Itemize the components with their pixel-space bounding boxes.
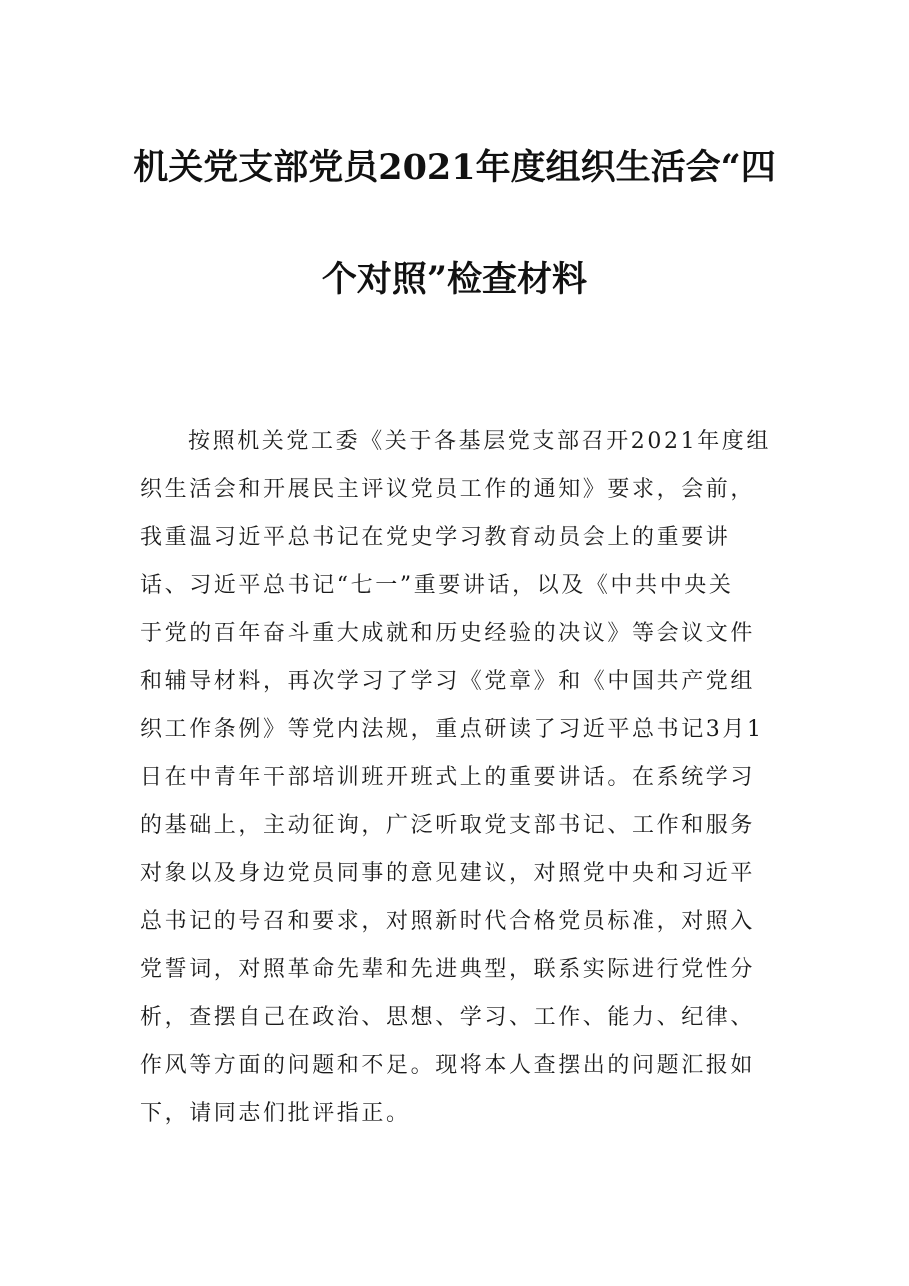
paragraph-line: 话、习近平总书记“七一”重要讲话，以及《中共中央关: [140, 573, 734, 598]
paragraph-line: 和辅导材料，再次学习了学习《党章》和《中国共产党组: [140, 669, 756, 694]
paragraph-line: 织工作条例》等党内法规，重点研读了习近平总书记3月1: [140, 717, 764, 742]
paragraph-line: 作风等方面的问题和不足。现将本人查摆出的问题汇报如: [140, 1053, 756, 1078]
paragraph-line: 我重温习近平总书记在党史学习教育动员会上的重要讲: [140, 525, 731, 550]
paragraph-line: 按照机关党工委《关于各基层党支部召开2021年度组: [188, 429, 771, 454]
paragraph-line: 的基础上，主动征询，广泛听取党支部书记、工作和服务: [140, 813, 756, 838]
paragraph-line: 总书记的号召和要求，对照新时代合格党员标准，对照入: [140, 909, 756, 934]
paragraph-line: 日在中青年干部培训班开班式上的重要讲话。在系统学习: [140, 765, 756, 790]
body-paragraph: [140, 418, 770, 1138]
document-title-line-2: 个对照”检查材料: [321, 259, 588, 300]
paragraph-line: 析，查摆自己在政治、思想、学习、工作、能力、纪律、: [140, 1005, 756, 1030]
document-title-line-1: 机关党支部党员2021年度组织生活会“四: [133, 147, 776, 188]
paragraph-line: 织生活会和开展民主评议党员工作的通知》要求，会前，: [140, 477, 756, 502]
paragraph-line: 下，请同志们批评指正。: [140, 1101, 411, 1126]
paragraph-line: 对象以及身边党员同事的意见建议，对照党中央和习近平: [140, 861, 756, 886]
paragraph-line: 于党的百年奋斗重大成就和历史经验的决议》等会议文件: [140, 621, 756, 646]
paragraph-line: 党誓词，对照革命先辈和先进典型，联系实际进行党性分: [140, 957, 756, 982]
